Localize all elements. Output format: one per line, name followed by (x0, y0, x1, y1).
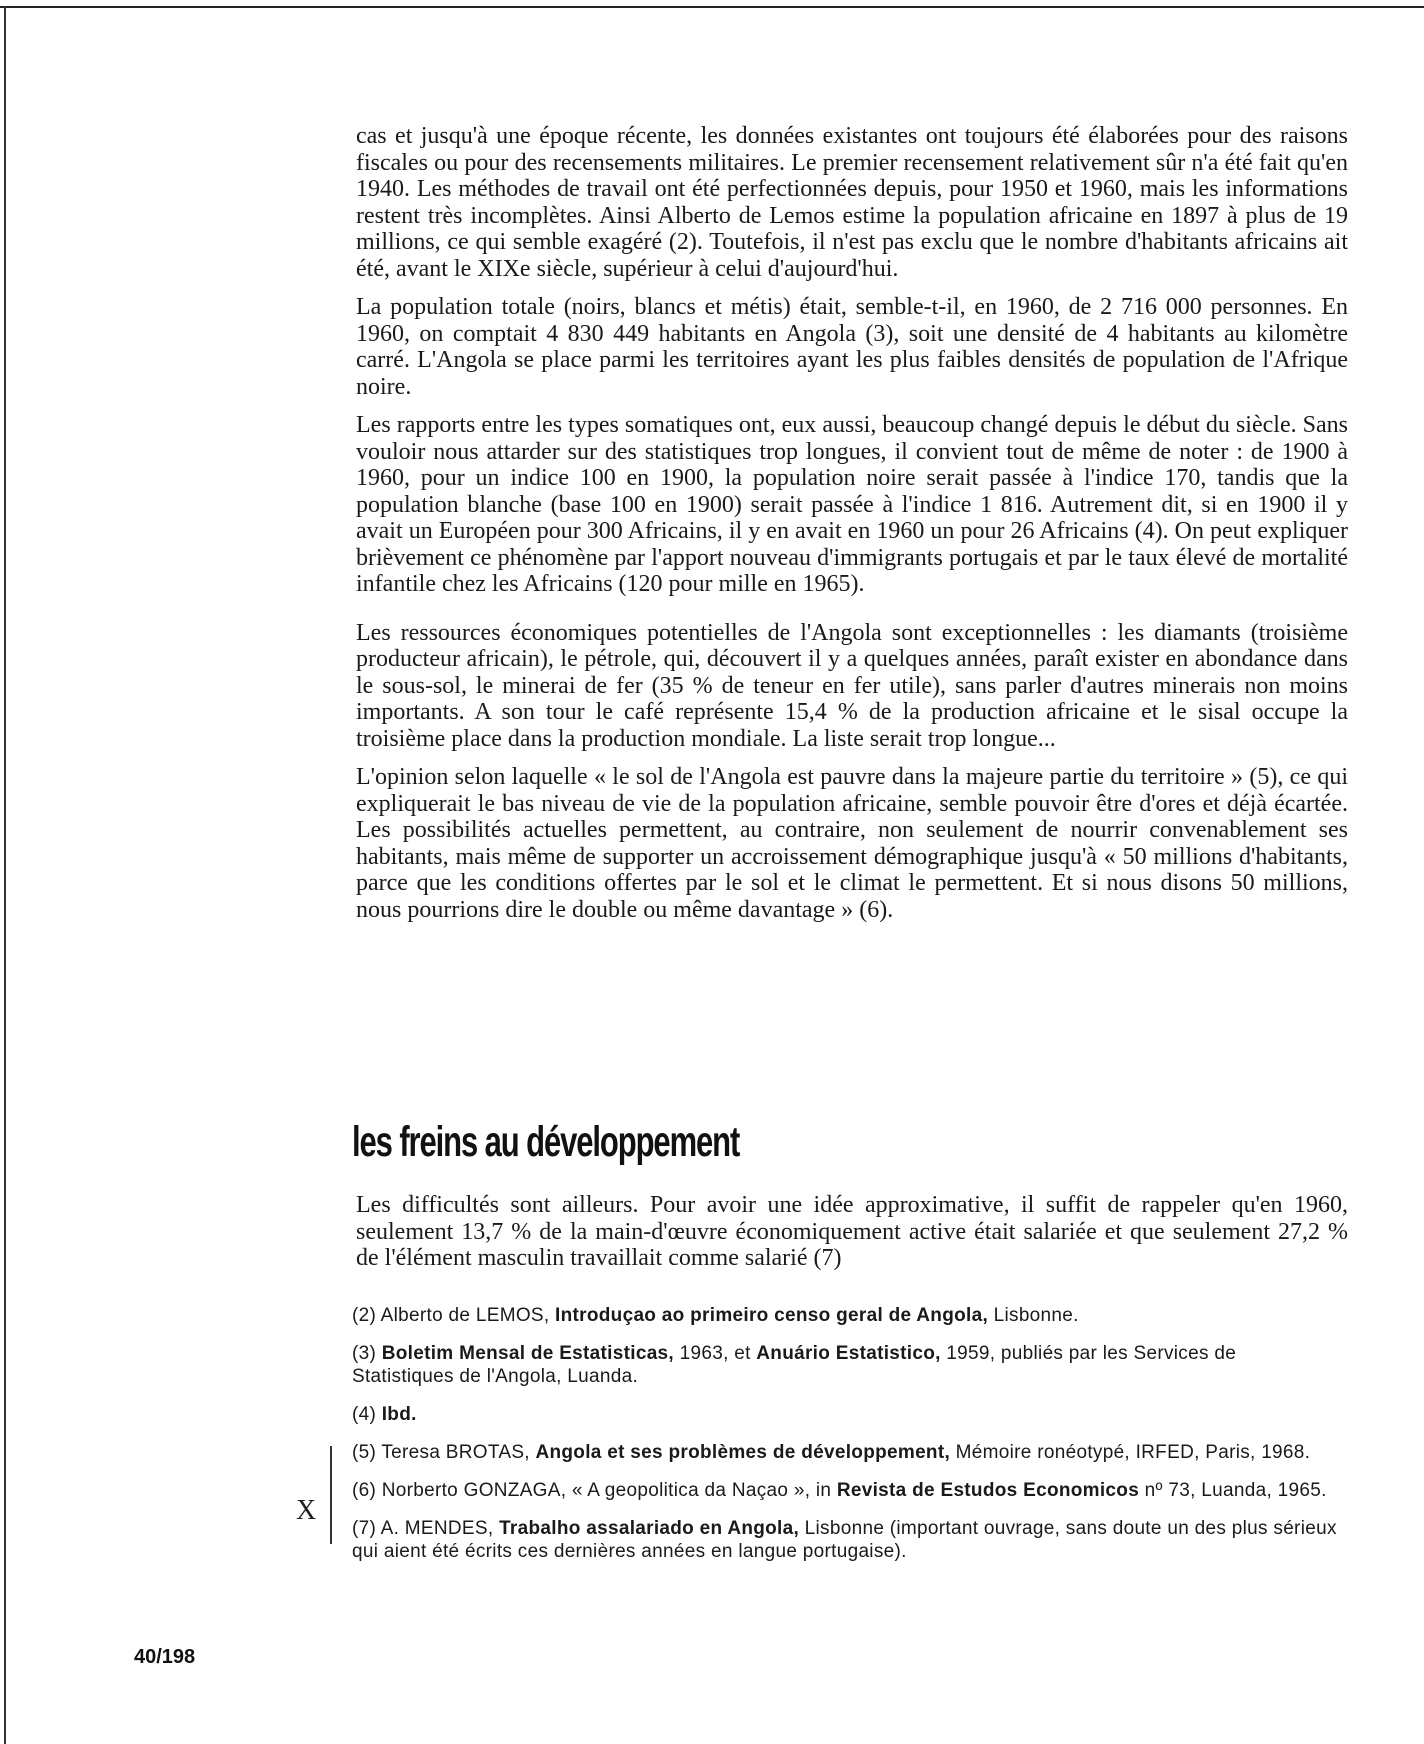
footnote-title: Ibd. (381, 1404, 417, 1425)
paragraph: La population totale (noirs, blancs et métis) était, semble-t-il, en 1960, de 2 716 000 personnes. En 1960, on comptait 4 830 449 habitants en Angola (3), soit une densité de 4 habitants au kilomètre carré. L'Angola se place parmi les territoires ayant les plus faibles densités de population de l'Afrique noire. (356, 294, 1348, 400)
page-number: 40/198 (134, 1646, 196, 1668)
footnote-author: Norberto GONZAGA, « A geopolitica da Naçao », in (381, 1480, 832, 1501)
footnote-text: Lisbonne (important ouvrage, sans doute un des plus sérieux qui aient été écrits ces dernières années en langue portugaise). (352, 1518, 1337, 1562)
paragraph: cas et jusqu'à une époque récente, les données existantes ont toujours été élaborées pour des raisons fiscales ou pour des recensements militaires. Le premier recensement relativement sûr n'a été fait qu'en 1940. Les méthodes de travail ont été perfectionnées depuis, pour 1950 et 1960, mais les informations restent très incomplètes. Ainsi Alberto de Lemos estime la population africaine en 1897 à plus de 19 millions, ce qui semble exagéré (2). Toutefois, il n'est pas exclu que le nombre d'habitants africains ait été, avant le XIXe siècle, supérieur à celui d'aujourd'hui. (356, 123, 1348, 282)
section-heading: les freins au développement (352, 1118, 740, 1166)
footnote (352, 1517, 1342, 1563)
footnote-number: (4) (352, 1404, 377, 1425)
footnote-text: Mémoire ronéotypé, IRFED, Paris, 1968. (955, 1442, 1311, 1463)
footnote (352, 1441, 1342, 1464)
footnote (352, 1304, 1342, 1327)
footnote-title: Angola et ses problèmes de développement, (535, 1442, 951, 1463)
margin-pencil-line (330, 1446, 332, 1544)
footnote-text: 1963, et (679, 1343, 751, 1364)
footnote-title: Revista de Estudos Economicos (836, 1480, 1140, 1501)
margin-handwritten-mark: X (296, 1495, 317, 1526)
footnote (352, 1403, 1342, 1426)
footnotes (352, 1304, 1342, 1578)
body-text (356, 123, 1348, 935)
footnote-text: nº 73, Luanda, 1965. (1144, 1480, 1327, 1501)
footnote-number: (6) (352, 1480, 377, 1501)
footnote-number: (7) (352, 1518, 377, 1539)
footnote-author: Alberto de LEMOS, (380, 1305, 550, 1326)
paragraph: Les ressources économiques potentielles de l'Angola sont exceptionnelles : les diamants (troisième producteur africain), le pétrole, qui, découvert il y a quelques années, paraît exister en abondance dans le sous-sol, le minerai de fer (35 % de teneur en fer utile), sans parler d'autres minerais non moins importants. A son tour le café représente 15,4 % de la production africaine et le sisal occupe la troisième place dans la production mondiale. La liste serait trop longue... (356, 619, 1348, 752)
left-border-rule (4, 6, 6, 1744)
paragraph: L'opinion selon laquelle « le sol de l'Angola est pauvre dans la majeure partie du territoire » (5), ce qui expliquerait le bas niveau de vie de la population africaine, semble pouvoir être d'ores et déjà écartée. Les possibilités actuelles permettent, au contraire, non seulement de nourrir convenablement ses habitants, mais même de supporter un accroissement démographique jusqu'à « 50 millions d'habitants, parce que les conditions offertes par le sol et le climat le permettent. Et si nous disons 50 millions, nous pourrions dire le double ou même davantage » (6). (356, 764, 1348, 923)
footnote-author: A. MENDES, (380, 1518, 494, 1539)
footnote-number: (2) (352, 1305, 377, 1326)
footnote-title: Introduçao ao primeiro censo geral de Angola, (555, 1305, 989, 1326)
paragraph: Les rapports entre les types somatiques ont, eux aussi, beaucoup changé depuis le début du siècle. Sans vouloir nous attarder sur des statistiques trop longues, il convient tout de même de noter : de 1900 à 1960, pour un indice 100 en 1900, la population noire serait passée à l'indice 170, tandis que la population blanche (base 100 en 1900) serait passée à l'indice 1 816. Autrement dit, si en 1900 il y avait un Européen pour 300 Africains, il y en avait en 1960 un pour 26 Africains (4). On peut expliquer brièvement ce phénomène par l'apport nouveau d'immigrants portugais et par le taux élevé de mortalité infantile chez les Africains (120 pour mille en 1965). (356, 412, 1348, 597)
paragraph: Les difficultés sont ailleurs. Pour avoir une idée approximative, il suffit de rappeler qu'en 1960, seulement 13,7 % de la main-d'œuvre économiquement active était salariée et que seulement 27,2 % de l'élément masculin travaillait comme salarié (7) (356, 1192, 1348, 1271)
footnote-text: 1959, publiés par les Services de Statistiques de l'Angola, Luanda. (352, 1343, 1237, 1387)
footnote-number: (3) (352, 1343, 377, 1364)
footnote (352, 1342, 1342, 1388)
footnote-title: Anuário Estatistico, (756, 1343, 941, 1364)
footnote-number: (5) (352, 1442, 377, 1463)
footnote-title: Boletim Mensal de Estatisticas, (381, 1343, 675, 1364)
footnote-title: Trabalho assalariado en Angola, (499, 1518, 800, 1539)
top-border-rule (0, 6, 1424, 8)
footnote-text: Lisbonne. (993, 1305, 1079, 1326)
footnote (352, 1479, 1342, 1502)
footnote-author: Teresa BROTAS, (381, 1442, 530, 1463)
